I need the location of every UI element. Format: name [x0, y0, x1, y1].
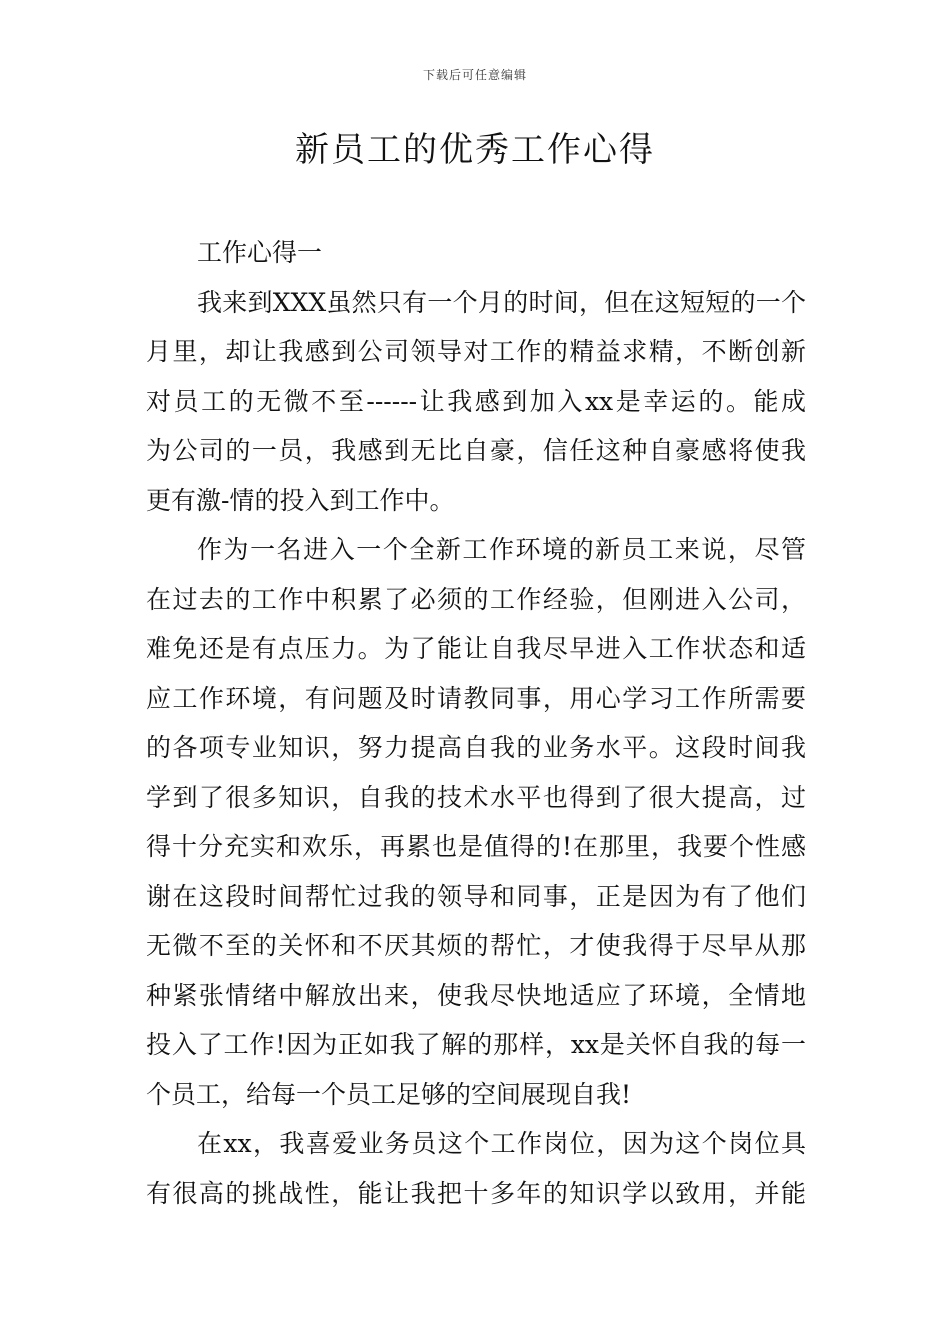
- text-line: 的各项专业知识，努力提高自我的业务水平。这段时间我: [146, 733, 806, 762]
- text-line: 月里，却让我感到公司领导对工作的精益求精，不断创新: [146, 337, 806, 366]
- text-line: 个员工，给每一个员工足够的空间展现自我!: [146, 1079, 632, 1109]
- document-title: 新员工的优秀工作心得: [295, 130, 655, 170]
- text-line: 工作心得一: [197, 238, 323, 267]
- text-line: 无微不至的关怀和不厌其烦的帮忙，才使我得于尽早从那: [146, 931, 806, 960]
- text-line: 得十分充实和欢乐，再累也是值得的!在那里，我要个性感: [146, 832, 806, 861]
- text-line: 种紧张情绪中解放出来，使我尽快地适应了环境，全情地: [146, 980, 806, 1010]
- document-body: [146, 228, 806, 1218]
- text-line: 谢在这段时间帮忙过我的领导和同事，正是因为有了他们: [146, 881, 806, 911]
- text-line: 更有激-情的投入到工作中。: [146, 485, 455, 515]
- text-line: 有很高的挑战性，能让我把十多年的知识学以致用，并能: [146, 1178, 806, 1208]
- text-line: 投入了工作!因为正如我了解的那样，xx是关怀自我的每一: [146, 1030, 806, 1059]
- text-line: 为公司的一员，我感到无比自豪，信任这种自豪感将使我: [146, 436, 806, 465]
- text-line: 应工作环境，有问题及时请教同事，用心学习工作所需要: [146, 683, 806, 713]
- text-line: 在过去的工作中积累了必须的工作经验，但刚进入公司，: [146, 584, 806, 614]
- text-line: 我来到XXX虽然只有一个月的时间，但在这短短的一个: [197, 287, 806, 317]
- text-line: 难免还是有点压力。为了能让自我尽早进入工作状态和适: [146, 634, 806, 663]
- text-line: 作为一名进入一个全新工作环境的新员工来说，尽管: [197, 535, 806, 564]
- header-note: 下载后可任意编辑: [422, 68, 527, 82]
- text-line: 学到了很多知识，自我的技术水平也得到了很大提高，过: [146, 782, 806, 812]
- text-line: 在xx，我喜爱业务员这个工作岗位，因为这个岗位具: [197, 1129, 806, 1158]
- text-line: 对员工的无微不至------让我感到加入xx是幸运的。能成: [146, 386, 806, 416]
